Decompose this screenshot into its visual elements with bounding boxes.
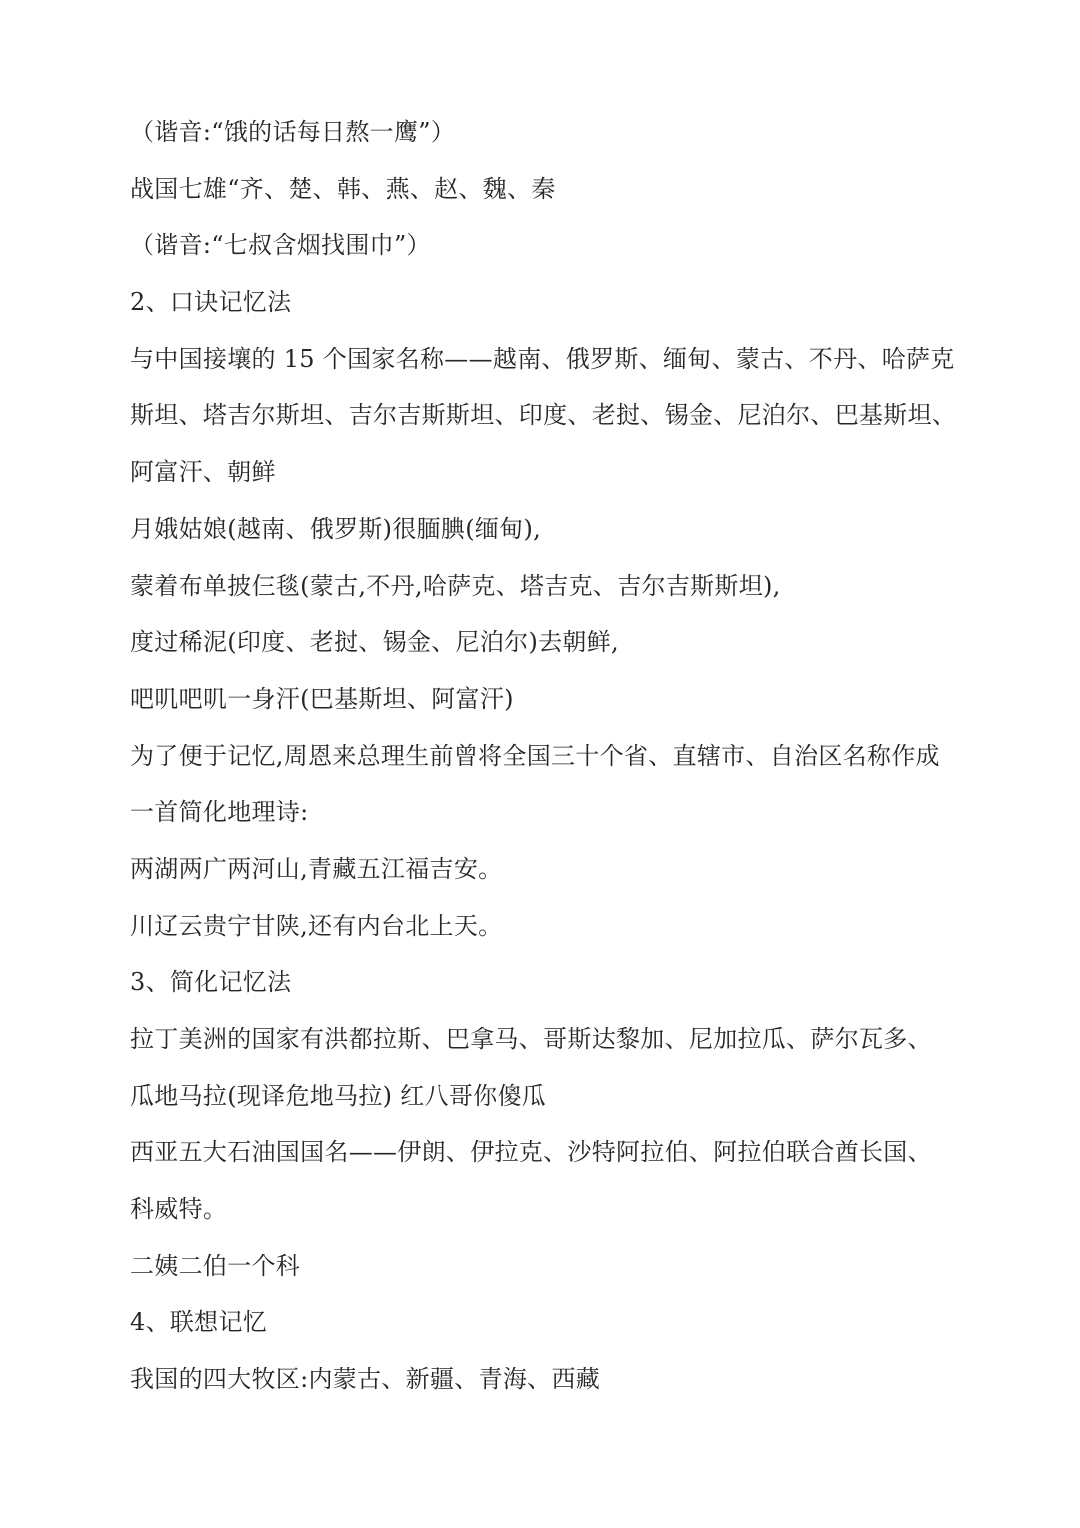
text-line: 斯坦、塔吉尔斯坦、吉尔吉斯斯坦、印度、老挝、锡金、尼泊尔、巴基斯坦、 (130, 401, 957, 430)
document-body (130, 104, 980, 1408)
text-line: 一首简化地理诗: (130, 798, 309, 827)
text-line: 阿富汗、朝鲜 (130, 458, 276, 487)
text-line: 与中国接壤的 15 个国家名称——越南、俄罗斯、缅甸、蒙古、不丹、哈萨克 (130, 344, 955, 373)
text-line: 月娥姑娘(越南、俄罗斯)很腼腆(缅甸), (130, 514, 542, 543)
text-line: 度过稀泥(印度、老挝、锡金、尼泊尔)去朝鲜, (130, 628, 619, 657)
text-line: 为了便于记忆,周恩来总理生前曾将全国三十个省、直辖市、自治区名称作成 (130, 741, 940, 770)
text-line: （谐音:“七叔含烟找围巾”） (130, 231, 431, 260)
text-line: 西亚五大石油国国名——伊朗、伊拉克、沙特阿拉伯、阿拉伯联合酋长国、 (130, 1138, 932, 1167)
text-line: 瓜地马拉(现译危地马拉) 红八哥你傻瓜 (130, 1081, 547, 1110)
text-line: 战国七雄“齐、楚、韩、燕、赵、魏、秦 (130, 174, 556, 203)
text-line: 二姨二伯一个科 (130, 1251, 301, 1280)
text-line: 科威特。 (130, 1195, 228, 1224)
section-heading: 3、简化记忆法 (130, 968, 292, 997)
section-heading: 2、口诀记忆法 (130, 288, 292, 317)
text-line: 我国的四大牧区:内蒙古、新疆、青海、西藏 (130, 1365, 601, 1394)
text-line: 两湖两广两河山,青藏五江福吉安。 (130, 854, 503, 883)
section-heading: 4、联想记忆 (130, 1308, 268, 1337)
text-line: 蒙着布单披仨毯(蒙古,不丹,哈萨克、塔吉克、吉尔吉斯斯坦), (130, 571, 781, 600)
text-line: 川辽云贵宁甘陕,还有内台北上天。 (130, 911, 503, 940)
text-line: （谐音:“饿的话每日熬一鹰”） (130, 118, 456, 146)
text-line: 吧叽吧叽一身汗(巴基斯坦、阿富汗) (130, 684, 514, 713)
text-line: 拉丁美洲的国家有洪都拉斯、巴拿马、哥斯达黎加、尼加拉瓜、萨尔瓦多、 (130, 1025, 932, 1053)
